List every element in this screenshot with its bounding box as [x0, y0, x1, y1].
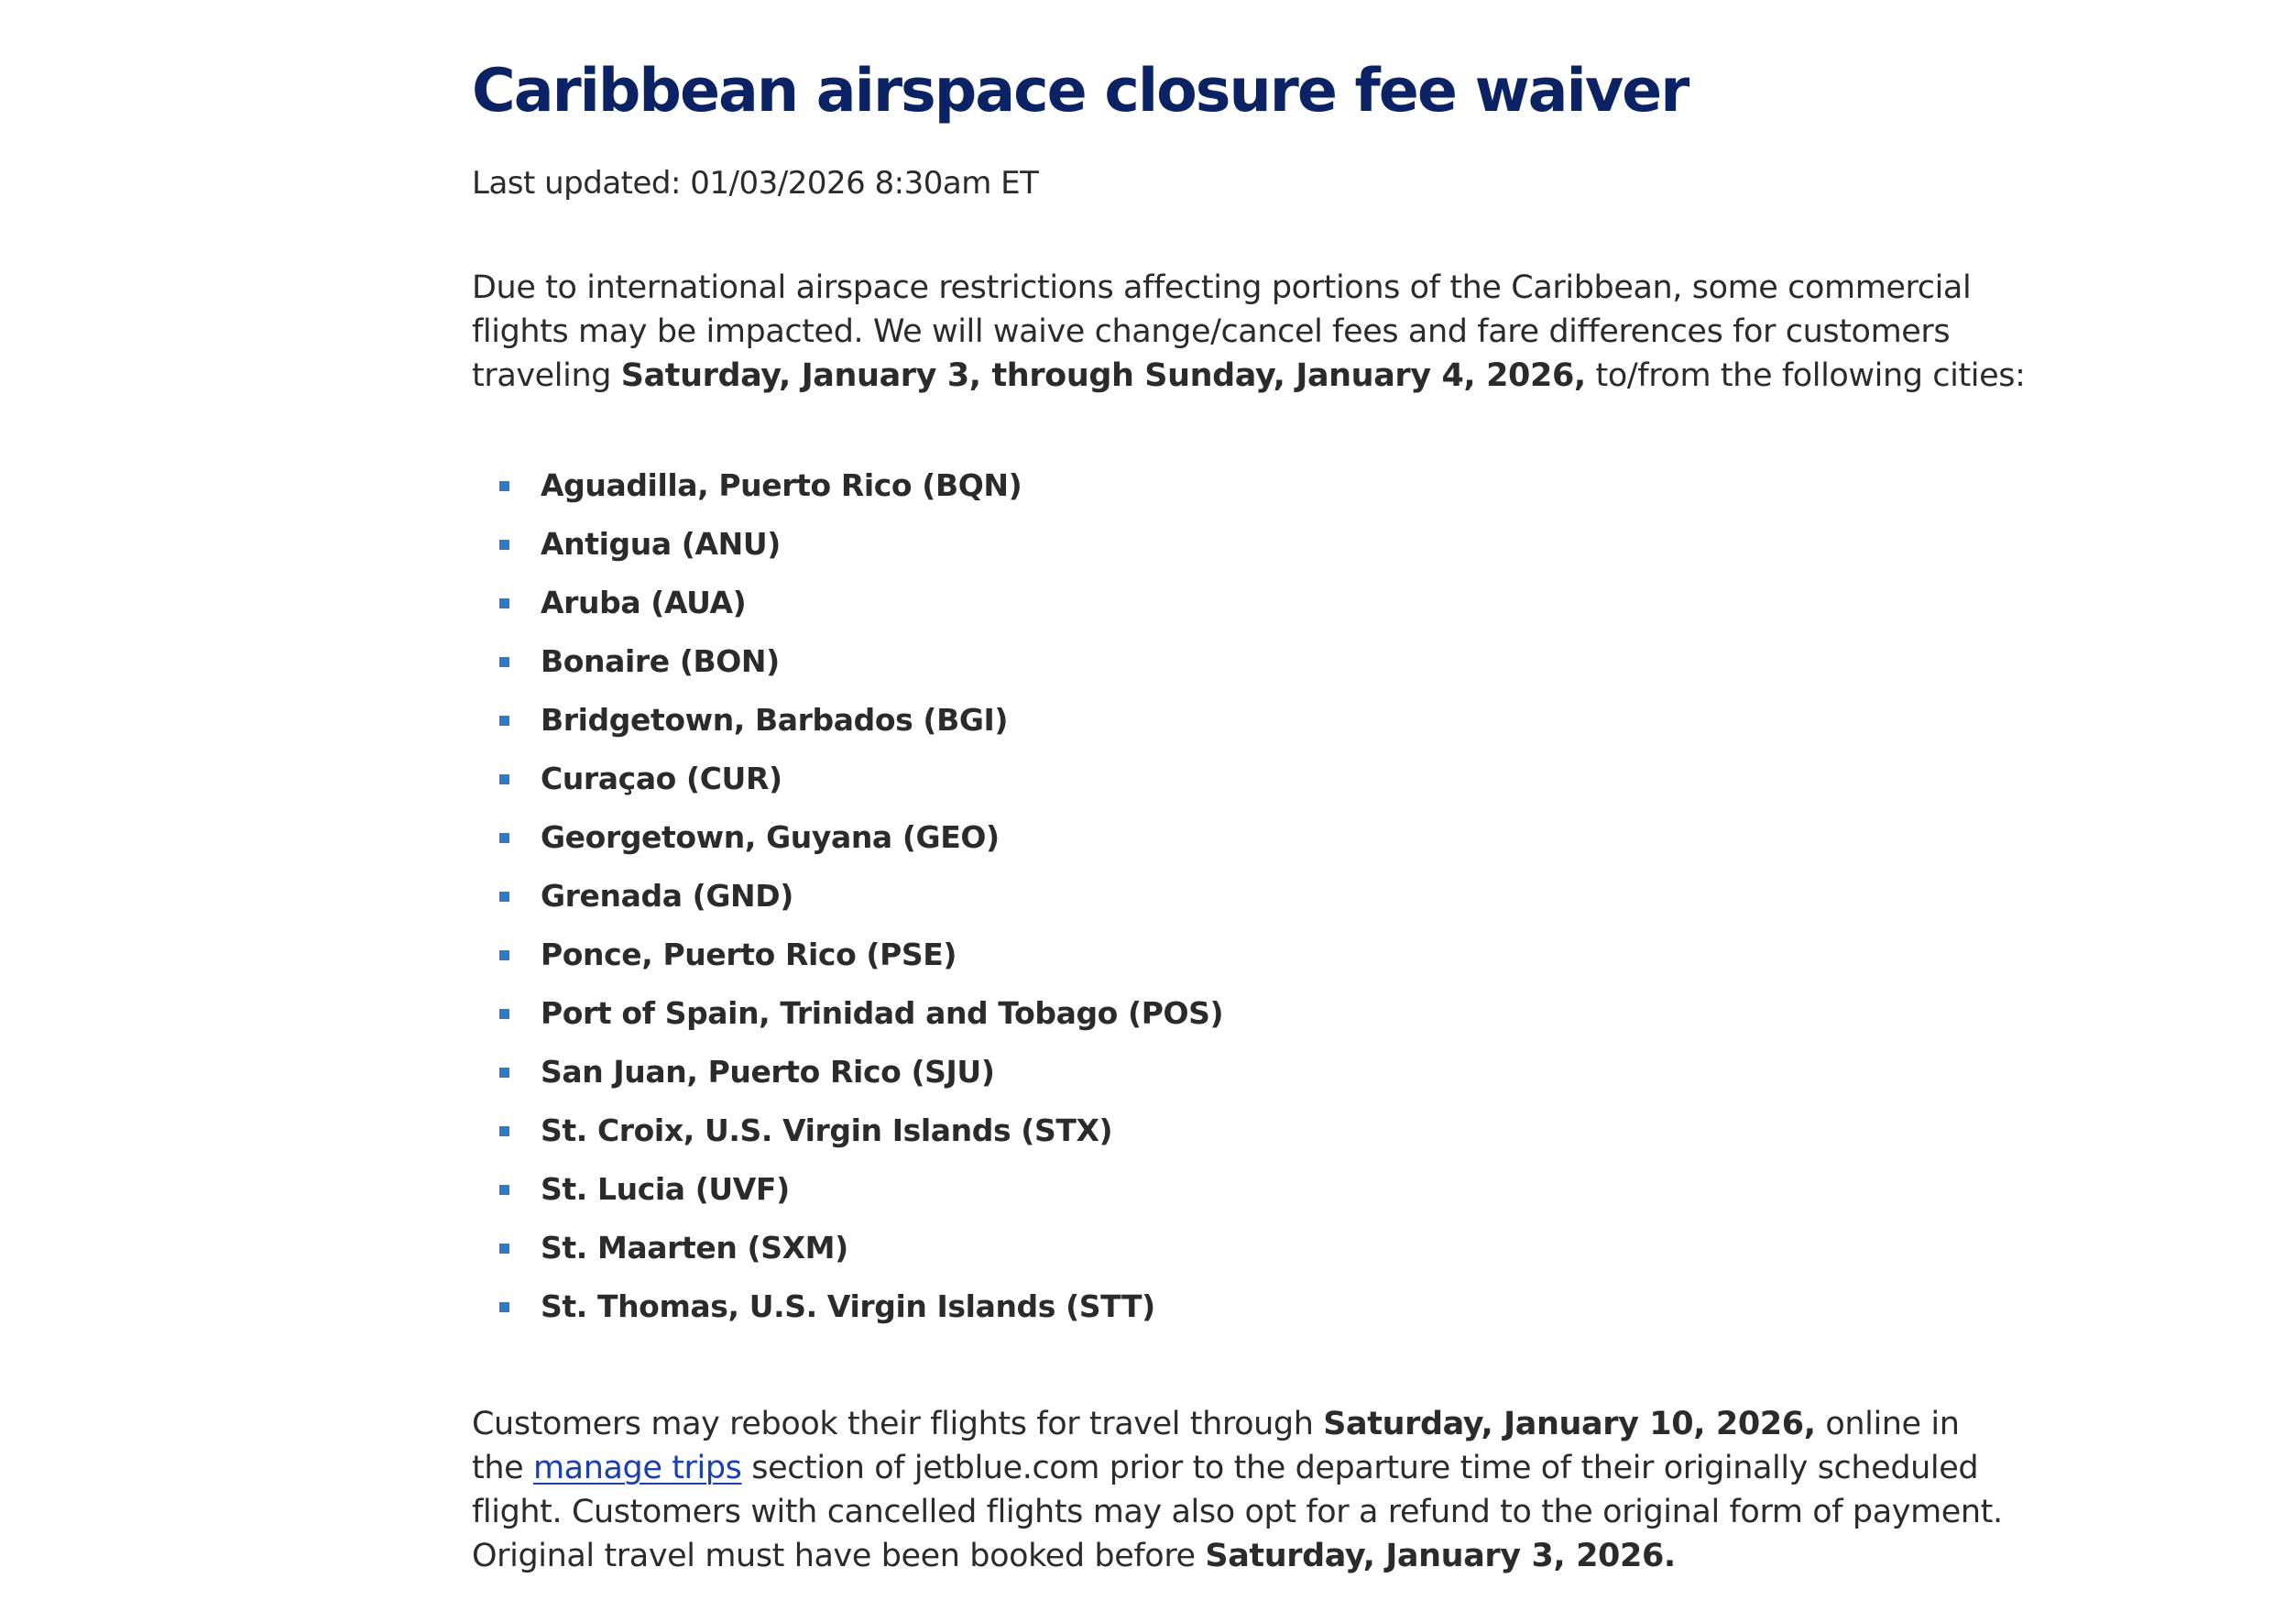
city-label: St. Thomas, U.S. Virgin Islands (STT) [541, 1288, 1155, 1324]
city-label: Bonaire (BON) [541, 643, 780, 679]
city-label: Antigua (ANU) [541, 526, 781, 562]
list-item [499, 1043, 1223, 1101]
cities-list [499, 456, 1223, 1336]
list-item [499, 750, 1223, 808]
outro-line-1 [472, 1402, 1960, 1446]
bullet-square-icon [499, 774, 509, 784]
outro-line-1-prefix: Customers may rebook their flights for travel through [472, 1406, 1324, 1442]
list-item [499, 926, 1223, 984]
city-label: San Juan, Puerto Rico (SJU) [541, 1054, 995, 1090]
list-item [499, 456, 1223, 515]
list-item [499, 1160, 1223, 1219]
bullet-square-icon [499, 1185, 509, 1195]
intro-paragraph [472, 266, 2026, 398]
outro-line-4 [472, 1534, 1864, 1578]
list-item [499, 808, 1223, 867]
city-label: Port of Spain, Trinidad and Tobago (POS) [541, 995, 1224, 1031]
list-item [499, 1219, 1223, 1277]
rebook-date-bold: Saturday, January 10, 2026, [1323, 1406, 1816, 1442]
city-label: St. Maarten (SXM) [541, 1230, 848, 1266]
list-item [499, 1277, 1223, 1336]
last-updated-text: Last updated: 01/03/2026 8:30am ET [472, 165, 1039, 202]
outro-line-4-prefix: Original travel must have been booked before [472, 1538, 1206, 1574]
bullet-square-icon [499, 598, 509, 608]
intro-line-1: Due to international airspace restrictions affecting portions of the Caribbean, some commercial [472, 269, 1972, 306]
city-label: Curaçao (CUR) [541, 761, 782, 796]
city-label: Aruba (AUA) [541, 585, 747, 620]
list-item [499, 867, 1223, 926]
list-item [499, 984, 1223, 1043]
bullet-square-icon [499, 716, 509, 726]
list-item [499, 574, 1223, 632]
city-label: Grenada (GND) [541, 878, 793, 914]
travel-dates-bold: Saturday, January 3, through Sunday, January 4, 2026, [620, 357, 1586, 394]
list-item [499, 691, 1223, 750]
intro-line-2: flights may be impacted. We will waive change/cancel fees and fare differences for customers [472, 313, 1951, 350]
bullet-square-icon [499, 1068, 509, 1078]
city-label: St. Croix, U.S. Virgin Islands (STX) [541, 1112, 1113, 1148]
bullet-square-icon [499, 1244, 509, 1254]
bullet-square-icon [499, 1302, 509, 1312]
bullet-square-icon [499, 833, 509, 843]
page-title: Caribbean airspace closure fee waiver [472, 57, 1689, 126]
intro-line-3-suffix: to/from the following cities: [1585, 357, 2026, 394]
bullet-square-icon [499, 892, 509, 902]
bullet-square-icon [499, 1009, 509, 1019]
outro-line-2 [472, 1446, 1979, 1490]
city-label: St. Lucia (UVF) [541, 1171, 790, 1207]
outro-line-2-prefix: the [472, 1450, 533, 1486]
city-label: Georgetown, Guyana (GEO) [541, 819, 1000, 855]
bullet-square-icon [499, 950, 509, 960]
manage-trips-link[interactable]: manage trips [532, 1450, 742, 1486]
intro-line-3 [472, 354, 2026, 398]
bullet-square-icon [499, 657, 509, 667]
bullet-square-icon [499, 540, 509, 550]
outro-line-3: flight. Customers with cancelled flights may also opt for a refund to the original form of payment. [472, 1494, 2003, 1530]
outro-line-1-suffix: online in [1815, 1406, 1960, 1442]
rebook-paragraph [472, 1402, 2003, 1578]
bullet-square-icon [499, 1126, 509, 1136]
outro-line-2-suffix: section of jetblue.com prior to the departure time of their originally scheduled [741, 1450, 1979, 1486]
list-item [499, 515, 1223, 574]
city-label: Ponce, Puerto Rico (PSE) [541, 937, 957, 972]
city-label: Aguadilla, Puerto Rico (BQN) [541, 467, 1022, 503]
city-label: Bridgetown, Barbados (BGI) [541, 702, 1009, 738]
list-item [499, 1101, 1223, 1160]
intro-line-3-prefix: traveling [472, 357, 621, 394]
bullet-square-icon [499, 481, 509, 491]
booking-cutoff-bold: Saturday, January 3, 2026. [1205, 1538, 1676, 1574]
list-item [499, 632, 1223, 691]
